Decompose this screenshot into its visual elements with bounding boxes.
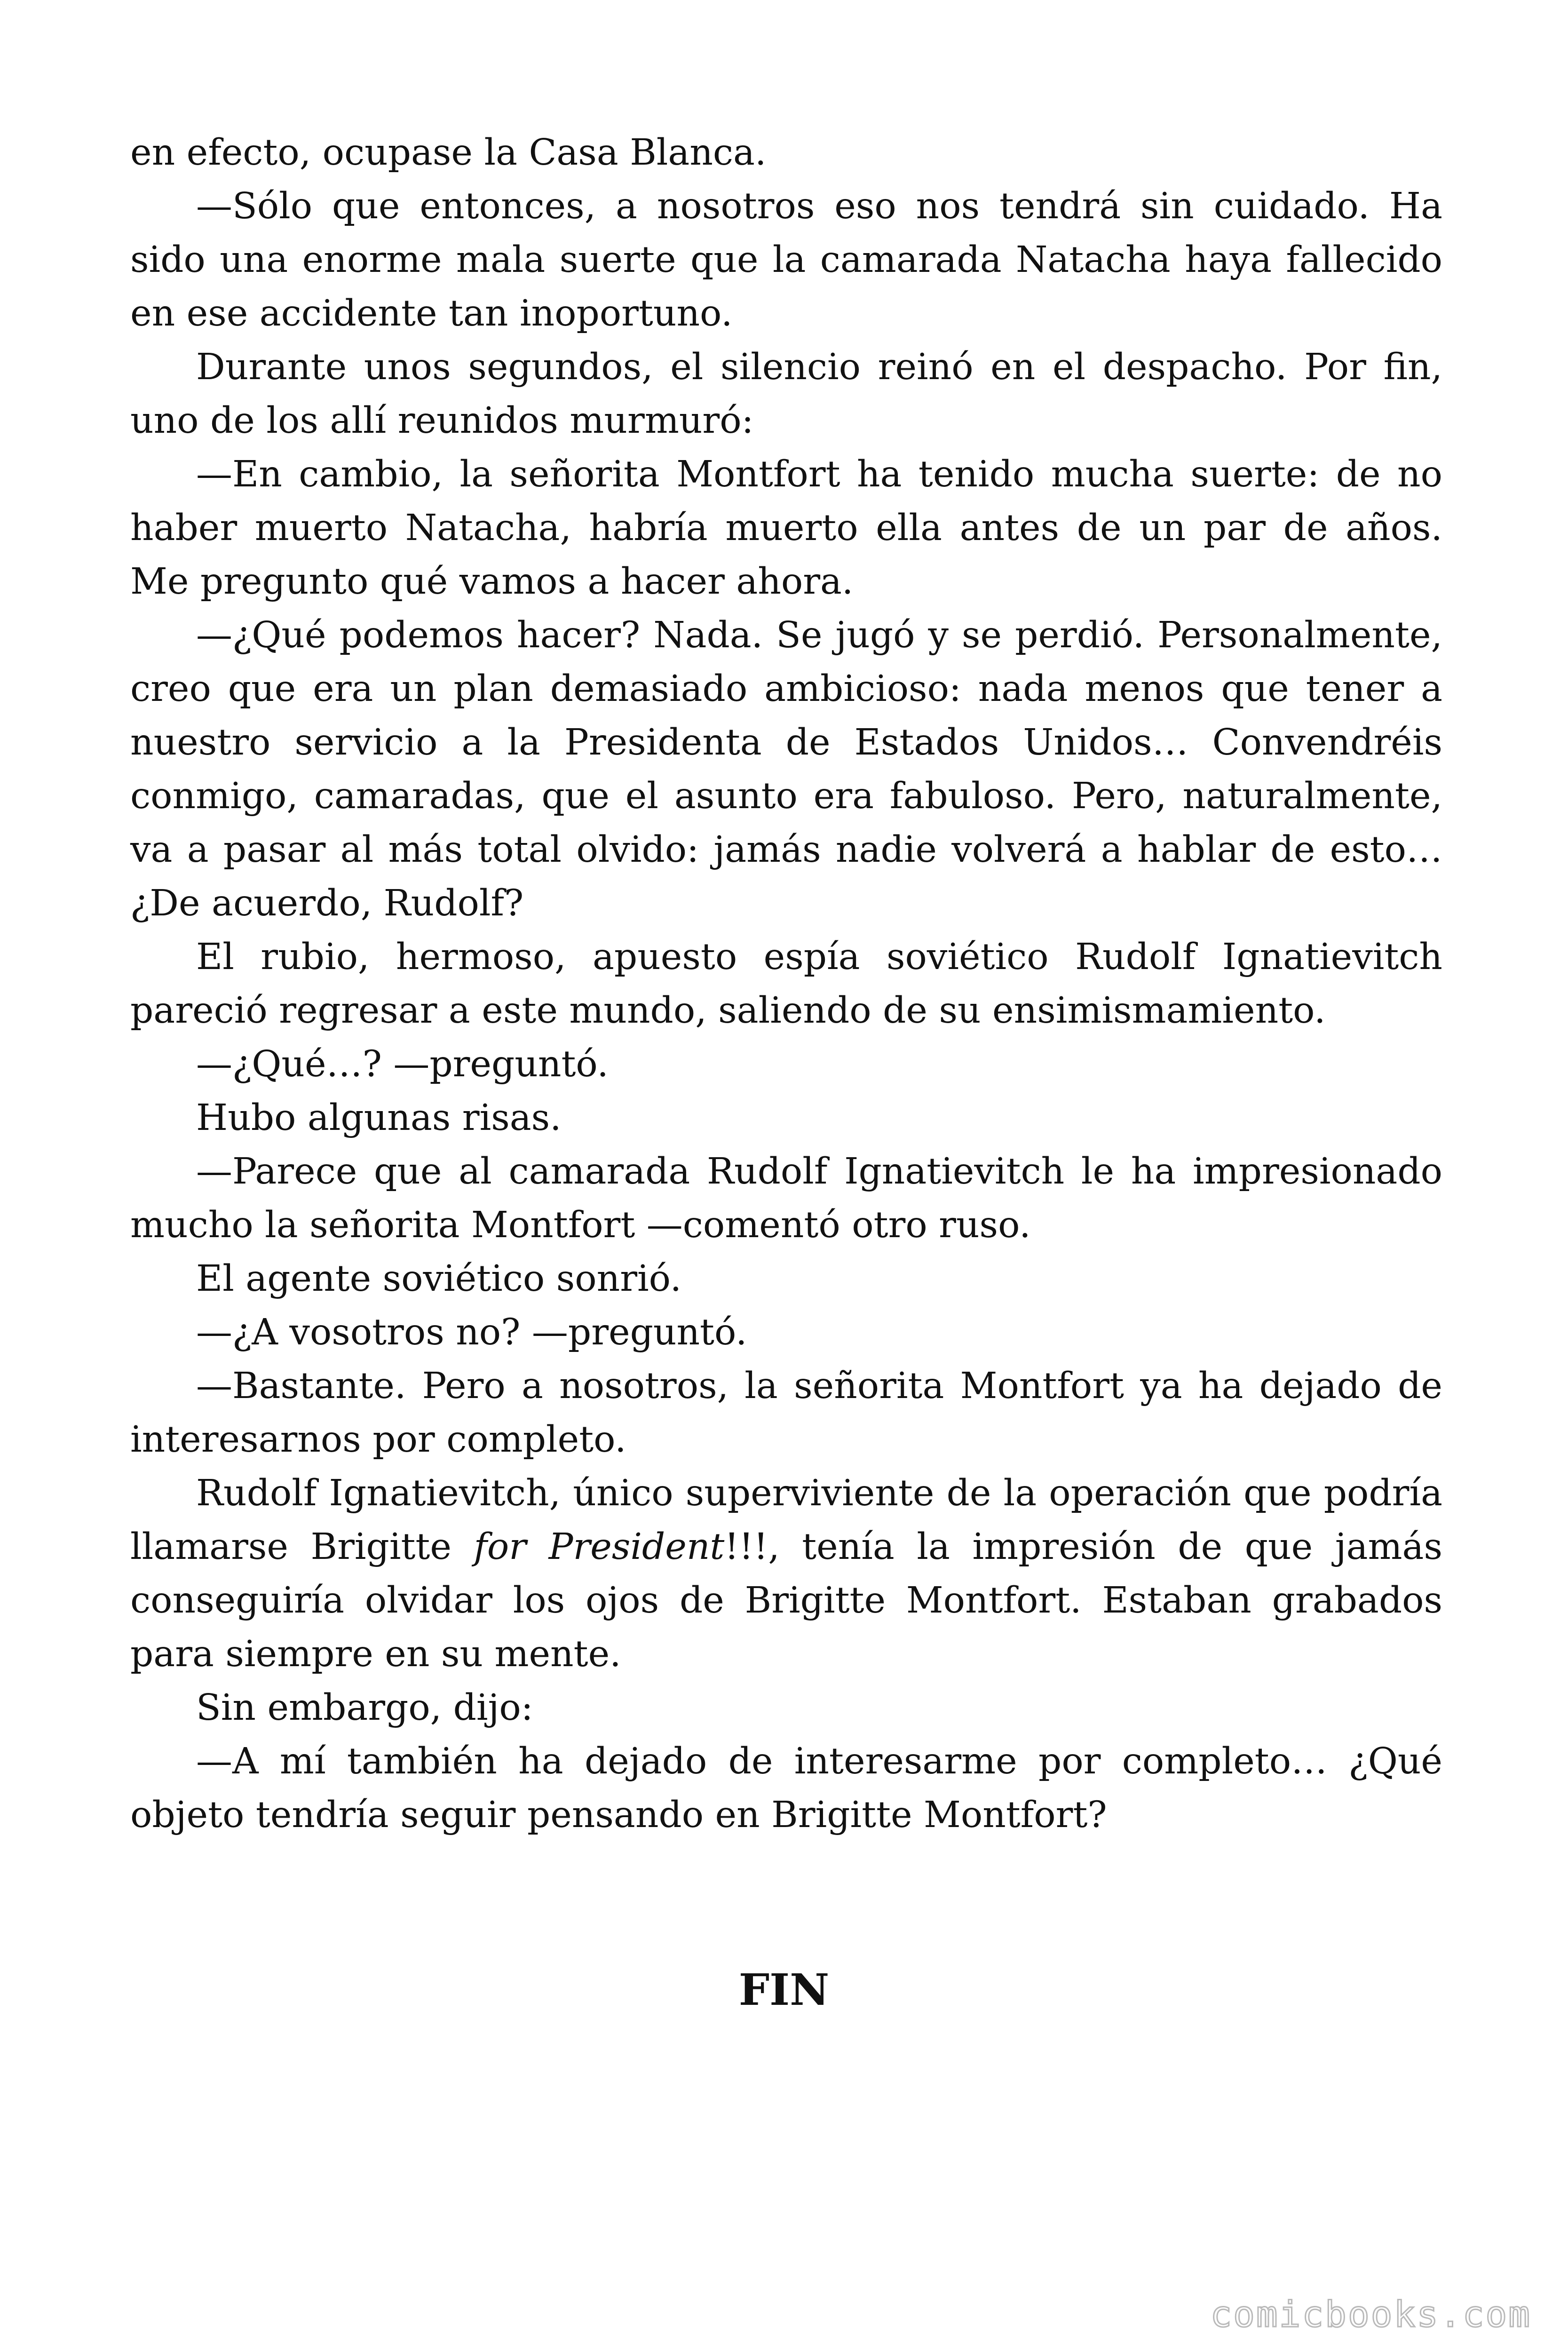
paragraph: Sin embargo, dijo: [196, 1687, 533, 1729]
watermark: comicbooks.com [1210, 2293, 1531, 2335]
paragraph: —Parece que al camarada Rudolf Ignatievitch le ha impresionado mucho la señorita Montfort —comentó otro ruso. [130, 1151, 1442, 1246]
paragraph: —¿Qué podemos hacer? Nada. Se jugó y se perdió. Personalmente, creo que era un plan demasiado ambicioso: nada menos que tener a nuestro servicio a la Presidenta de Estados Unidos… Convendréis conmigo, camaradas, que el asunto era fabuloso. Pero, naturalmente, va a pasar al más total olvido: jamás nadie volverá a hablar de esto… ¿De acuerdo, Rudolf? [130, 614, 1442, 924]
paragraph: —¿Qué…? —preguntó. [196, 1043, 609, 1085]
paragraph-with-italic-title [130, 1467, 1442, 1681]
book-page-text [130, 126, 1442, 1842]
paragraph: —¿A vosotros no? —preguntó. [196, 1311, 747, 1353]
paragraph: Hubo algunas risas. [196, 1097, 562, 1139]
paragraph: —Bastante. Pero a nosotros, la señorita Montfort ya ha dejado de interesarnos por completo. [130, 1365, 1442, 1461]
paragraph: —Sólo que entonces, a nosotros eso nos tendrá sin cuidado. Ha sido una enorme mala suerte que la camarada Natacha haya fallecido en ese accidente tan inoportuno. [130, 185, 1442, 334]
paragraph: —En cambio, la señorita Montfort ha tenido mucha suerte: de no haber muerto Natacha, habría muerto ella antes de un par de años. Me pregunto qué vamos a hacer ahora. [130, 453, 1442, 603]
end-title: FIN [738, 1964, 830, 2015]
paragraph: El agente soviético sonrió. [196, 1258, 682, 1300]
paragraph: Durante unos segundos, el silencio reinó en el despacho. Por fin, uno de los allí reunidos murmuró: [130, 346, 1442, 442]
paragraph: —A mí también ha dejado de interesarme por completo… ¿Qué objeto tendría seguir pensando en Brigitte Montfort? [130, 1740, 1442, 1836]
paragraph-text-before: Rudolf Ignatievitch, único superviviente de la operación que podría llamarse Brigitte [130, 1472, 1442, 1568]
paragraph: El rubio, hermoso, apuesto espía soviético Rudolf Ignatievitch pareció regresar a este mundo, saliendo de su ensimismamiento. [130, 936, 1442, 1032]
paragraph: en efecto, ocupase la Casa Blanca. [130, 132, 767, 174]
paragraph-text-after: !!!, tenía la impresión de que jamás conseguiría olvidar los ojos de Brigitte Montfort. Estaban grabados para siempre en su mente. [130, 1526, 1442, 1675]
italic-phrase: for President [474, 1526, 725, 1568]
